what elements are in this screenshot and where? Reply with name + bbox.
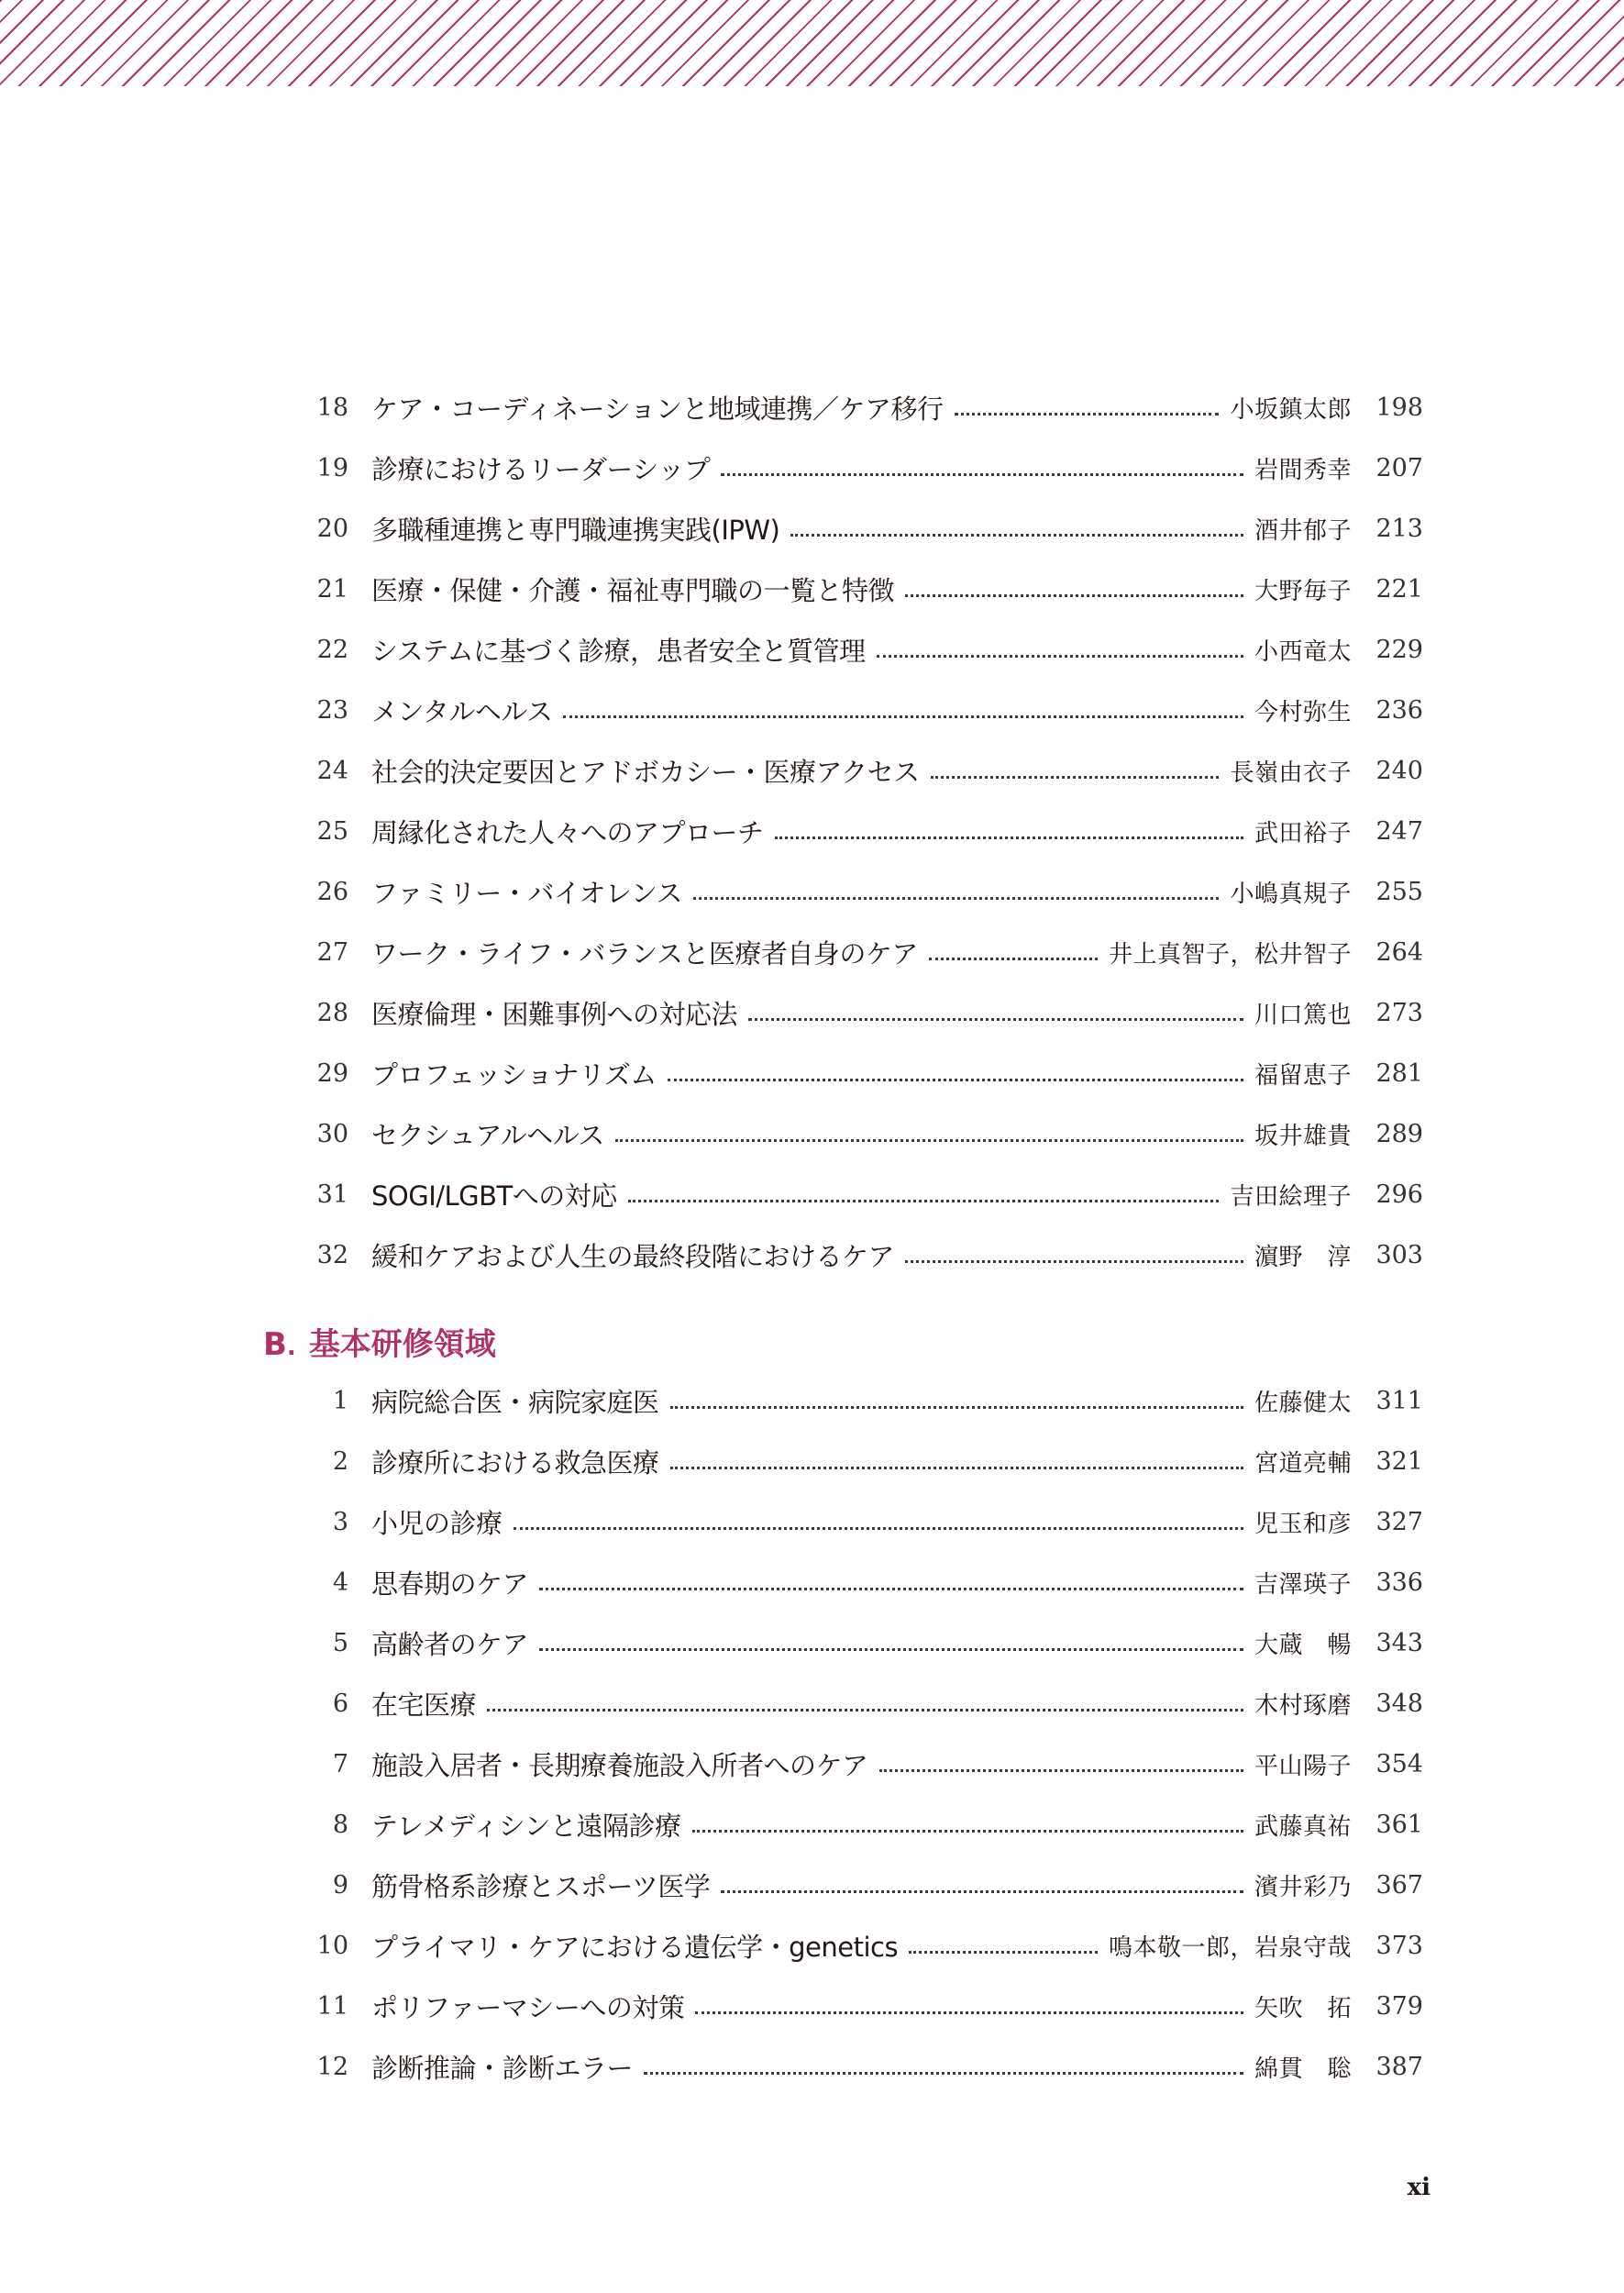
entry-number: 27 xyxy=(316,937,348,967)
toc-entry[interactable] xyxy=(312,934,1423,970)
toc-entry[interactable] xyxy=(312,752,1423,789)
entry-author: 小西竜太 xyxy=(1254,637,1352,666)
toc-entry[interactable] xyxy=(312,1115,1423,1152)
toc-entry[interactable] xyxy=(312,1988,1423,2024)
toc-entry[interactable] xyxy=(312,389,1423,426)
entry-number: 12 xyxy=(316,2052,348,2081)
entry-page: 373 xyxy=(1375,1931,1423,1960)
entry-page: 361 xyxy=(1375,1810,1423,1839)
entry-author: 長嶺由衣子 xyxy=(1230,759,1352,787)
entry-author: 濱井彩乃 xyxy=(1254,1873,1352,1901)
entry-page: 327 xyxy=(1375,1507,1423,1536)
entry-author: 大野毎子 xyxy=(1254,577,1352,605)
dot-leader xyxy=(929,956,1098,960)
entry-number: 10 xyxy=(316,1931,348,1960)
toc-entry[interactable] xyxy=(312,1055,1423,1091)
toc-entry[interactable] xyxy=(312,1503,1423,1540)
entry-page: 240 xyxy=(1375,756,1423,785)
entry-title: プロフェッショナリズム xyxy=(371,1058,657,1091)
entry-number: 2 xyxy=(332,1446,348,1476)
entry-number: 28 xyxy=(316,998,348,1027)
toc-entry[interactable] xyxy=(312,1624,1423,1661)
entry-number: 20 xyxy=(316,514,348,543)
entry-page: 281 xyxy=(1375,1058,1423,1088)
entry-page: 273 xyxy=(1375,998,1423,1027)
entry-title: ケア・コーディネーションと地域連携／ケア移行 xyxy=(371,393,944,425)
entry-number: 19 xyxy=(316,453,348,482)
entry-number: 9 xyxy=(332,1870,348,1900)
entry-title: 高齢者のケア xyxy=(371,1628,529,1660)
entry-number: 7 xyxy=(332,1749,348,1778)
dot-leader xyxy=(695,2010,1243,2014)
entry-author: 大蔵 暢 xyxy=(1254,1631,1352,1659)
dot-leader xyxy=(721,471,1243,476)
entry-title: 病院総合医・病院家庭医 xyxy=(371,1386,659,1418)
entry-number: 1 xyxy=(332,1386,348,1415)
entry-page: 289 xyxy=(1375,1119,1423,1148)
entry-author: 木村琢磨 xyxy=(1254,1691,1352,1720)
entry-title: ファミリー・バイオレンス xyxy=(371,877,682,909)
dot-leader xyxy=(670,1465,1243,1469)
entry-page: 354 xyxy=(1375,1749,1423,1778)
dot-leader xyxy=(909,1949,1098,1954)
entry-page: 236 xyxy=(1375,695,1423,725)
page-folio: xi xyxy=(1407,2174,1431,2201)
entry-title: テレメディシンと遠隔診療 xyxy=(371,1810,681,1842)
dot-leader xyxy=(670,1404,1243,1409)
entry-title: プライマリ・ケアにおける遺伝学・genetics xyxy=(371,1931,899,1963)
toc-entry[interactable] xyxy=(312,2048,1423,2085)
entry-number: 30 xyxy=(316,1119,348,1148)
entry-page: 387 xyxy=(1375,2052,1423,2081)
entry-number: 32 xyxy=(316,1240,348,1269)
entry-title: 多職種連携と専門職連携実践(IPW) xyxy=(371,514,780,546)
dot-leader xyxy=(905,1258,1243,1263)
entry-page: 379 xyxy=(1375,1991,1423,2021)
entry-author: 吉田絵理子 xyxy=(1230,1182,1352,1211)
entry-page: 207 xyxy=(1375,453,1423,482)
entry-page: 321 xyxy=(1375,1446,1423,1476)
entry-title: 診断推論・診断エラー xyxy=(371,2052,634,2084)
entry-number: 5 xyxy=(332,1628,348,1657)
entry-author: 福留恵子 xyxy=(1254,1061,1352,1090)
toc-entry[interactable] xyxy=(312,1236,1423,1273)
dot-leader xyxy=(721,1889,1243,1893)
entry-page: 221 xyxy=(1375,574,1423,604)
entry-author: 井上真智子，松井智子 xyxy=(1108,940,1352,969)
entry-number: 18 xyxy=(316,393,348,422)
dot-leader xyxy=(955,411,1220,415)
entry-page: 296 xyxy=(1375,1180,1423,1209)
entry-title: 診療所における救急医療 xyxy=(371,1446,659,1479)
section-dot: . xyxy=(286,1334,296,1361)
toc-entry[interactable] xyxy=(312,873,1423,910)
entry-number: 3 xyxy=(332,1507,348,1536)
entry-page: 311 xyxy=(1375,1386,1423,1415)
decorative-header-stripes xyxy=(0,0,1624,86)
entry-title: SOGI/LGBTへの対応 xyxy=(371,1180,617,1212)
dot-leader xyxy=(877,653,1243,658)
toc-entry[interactable] xyxy=(312,510,1423,547)
dot-leader xyxy=(563,714,1243,718)
entry-number: 4 xyxy=(332,1567,348,1597)
entry-author: 小坂鎮太郎 xyxy=(1230,395,1352,424)
toc-entry[interactable] xyxy=(312,1806,1423,1843)
entry-author: 矢吹 拓 xyxy=(1254,1994,1352,2022)
entry-page: 247 xyxy=(1375,816,1423,846)
toc-entry[interactable] xyxy=(312,1382,1423,1419)
entry-author: 武藤真祐 xyxy=(1254,1812,1352,1841)
entry-title: 周縁化された人々へのアプローチ xyxy=(371,816,764,848)
toc-entry[interactable] xyxy=(312,570,1423,607)
entry-page: 303 xyxy=(1375,1240,1423,1269)
entry-author: 児玉和彦 xyxy=(1254,1510,1352,1538)
toc-entry[interactable] xyxy=(312,692,1423,728)
dot-leader xyxy=(905,593,1243,597)
dot-leader xyxy=(693,895,1220,900)
entry-author: 宮道亮輔 xyxy=(1254,1449,1352,1478)
section-title: 基本研修領域 xyxy=(308,1326,496,1363)
dot-leader xyxy=(539,1646,1243,1651)
entry-title: メンタルヘルス xyxy=(371,695,553,727)
toc-entry[interactable] xyxy=(312,1564,1423,1601)
entry-number: 6 xyxy=(332,1689,348,1718)
dot-leader xyxy=(615,1137,1243,1142)
toc-entry[interactable] xyxy=(312,1927,1423,1964)
toc-entry[interactable] xyxy=(312,631,1423,668)
entry-author: 坂井雄貴 xyxy=(1254,1122,1352,1150)
entry-title: 診療におけるリーダーシップ xyxy=(371,453,711,485)
entry-author: 佐藤健太 xyxy=(1254,1389,1352,1417)
entry-title: システムに基づく診療，患者安全と質管理 xyxy=(371,635,866,667)
entry-author: 川口篤也 xyxy=(1254,1001,1352,1029)
toc-entry[interactable] xyxy=(312,994,1423,1031)
entry-author: 濵野 淳 xyxy=(1254,1243,1352,1271)
entry-title: 筋骨格系診療とスポーツ医学 xyxy=(371,1870,711,1902)
entry-number: 29 xyxy=(316,1058,348,1088)
entry-number: 22 xyxy=(316,635,348,664)
entry-author: 今村弥生 xyxy=(1254,698,1352,726)
dot-leader xyxy=(668,1077,1243,1081)
entry-author: 岩間秀幸 xyxy=(1254,456,1352,484)
entry-title: ワーク・ライフ・バランスと医療者自身のケア xyxy=(371,937,918,969)
entry-author: 小嶋真規子 xyxy=(1230,880,1352,908)
toc-entry[interactable] xyxy=(312,1745,1423,1782)
dot-leader xyxy=(539,1586,1243,1590)
toc-entry[interactable] xyxy=(312,1443,1423,1479)
entry-title: 思春期のケア xyxy=(371,1567,529,1600)
toc-entry[interactable] xyxy=(312,449,1423,486)
entry-number: 26 xyxy=(316,877,348,906)
entry-number: 23 xyxy=(316,695,348,725)
entry-number: 25 xyxy=(316,816,348,846)
toc-entry[interactable] xyxy=(312,1685,1423,1722)
entry-number: 31 xyxy=(316,1180,348,1209)
entry-title: 社会的決定要因とアドボカシー・医療アクセス xyxy=(371,756,920,788)
entry-number: 24 xyxy=(316,756,348,785)
entry-author: 武田裕子 xyxy=(1254,819,1352,847)
section-letter: B xyxy=(263,1326,287,1363)
toc-entry[interactable] xyxy=(312,1176,1423,1213)
entry-page: 198 xyxy=(1375,393,1423,422)
entry-page: 229 xyxy=(1375,635,1423,664)
entry-number: 11 xyxy=(316,1991,348,2021)
entry-page: 213 xyxy=(1375,514,1423,543)
entry-title: セクシュアルヘルス xyxy=(371,1119,604,1151)
entry-page: 264 xyxy=(1375,937,1423,967)
entry-title: 医療倫理・困難事例への対応法 xyxy=(371,998,738,1030)
entry-author: 綿貫 聡 xyxy=(1254,2055,1352,2083)
toc-entry[interactable] xyxy=(312,813,1423,849)
entry-author: 平山陽子 xyxy=(1254,1752,1352,1780)
dot-leader xyxy=(487,1707,1243,1711)
entry-title: 施設入居者・長期療養施設入所者へのケア xyxy=(371,1749,868,1781)
entry-title: 緩和ケアおよび人生の最終段階におけるケア xyxy=(371,1240,895,1272)
entry-author: 吉澤瑛子 xyxy=(1254,1570,1352,1599)
entry-page: 348 xyxy=(1375,1689,1423,1718)
dot-leader xyxy=(514,1525,1243,1530)
entry-number: 21 xyxy=(316,574,348,604)
dot-leader xyxy=(931,774,1220,779)
dot-leader xyxy=(692,1828,1243,1833)
entry-title: 在宅医療 xyxy=(371,1689,477,1721)
entry-title: 医療・保健・介護・福祉専門職の一覧と特徴 xyxy=(371,574,895,606)
entry-title: 小児の診療 xyxy=(371,1507,503,1539)
entry-page: 367 xyxy=(1375,1870,1423,1900)
entry-number: 8 xyxy=(332,1810,348,1839)
entry-page: 336 xyxy=(1375,1567,1423,1597)
dot-leader xyxy=(748,1016,1243,1021)
toc-entry[interactable] xyxy=(312,1867,1423,1903)
dot-leader xyxy=(879,1767,1243,1772)
section-heading xyxy=(263,1319,496,1365)
dot-leader xyxy=(628,1198,1220,1202)
dot-leader xyxy=(790,532,1243,537)
entry-page: 343 xyxy=(1375,1628,1423,1657)
entry-title: ポリファーマシーへの対策 xyxy=(371,1991,685,2023)
entry-author: 鳴本敬一郎，岩泉守哉 xyxy=(1108,1933,1352,1962)
dot-leader xyxy=(775,835,1243,839)
entry-author: 酒井郁子 xyxy=(1254,516,1352,545)
entry-page: 255 xyxy=(1375,877,1423,906)
dot-leader xyxy=(644,2070,1243,2075)
